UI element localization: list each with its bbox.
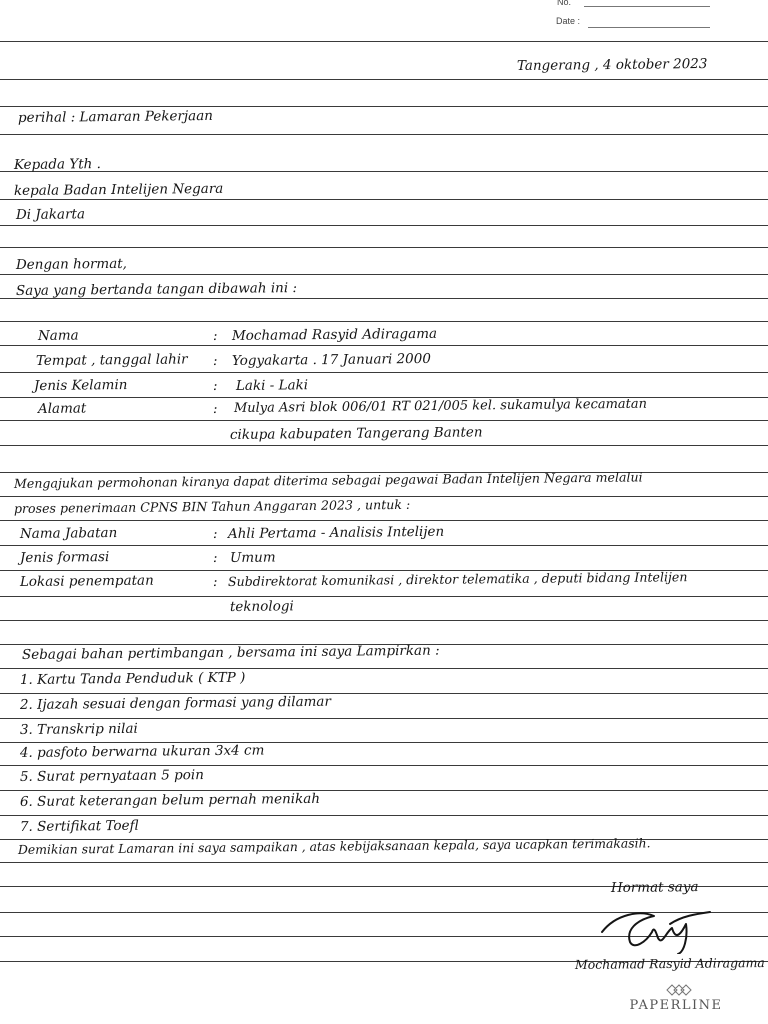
ruled-line	[0, 790, 768, 791]
formation-value: Umum	[229, 549, 276, 566]
ruled-line	[0, 862, 768, 863]
attachment-item: 6. Surat keterangan belum pernah menikah	[19, 790, 321, 810]
gender-label: Jenis Kelamin	[33, 377, 128, 394]
ruled-line	[0, 718, 768, 719]
regards: Hormat saya	[610, 879, 699, 896]
paperline-logo-icon	[664, 983, 694, 997]
birth-value: Yogyakarta . 17 Januari 2000	[231, 350, 431, 369]
no-line	[584, 6, 710, 7]
attachment-item: 7. Sertifikat Toefl	[19, 817, 139, 835]
address-value: cikupa kabupaten Tangerang Banten	[229, 424, 483, 443]
intro-line: Saya yang bertanda tangan dibawah ini :	[15, 280, 298, 299]
ruled-line	[0, 199, 768, 200]
letter-page: No. Date : Tangerang , 4 oktober 2023 perihal : Lamaran Pekerjaan Kepada Yth . kepala Badan Intelijen Negara Di Jakarta Dengan hormat, Saya yang bertanda tangan dibawah ini : Nama : Mochamad Rasyid Adiragama Tempat , tanggal lahir : Yogyakarta . 17 Januari 2000 Jenis Kelamin : Laki - Laki Alamat : Mulya Asri blok 006/01 RT 021/005 kel. sukamulya kecamatan cikupa kabupaten Tangerang Banten Mengajukan permohonan kiranya dapat diterima sebagai pegawai Badan Intelijen Negara melalui proses penerimaan CPNS BIN Tahun Anggaran 2023 , untuk : Nama Jabatan : Ahli Pertama - Analisis Intelijen Jenis formasi : Umum Lokasi penempatan : Subdirektorat komunikasi , direktor telematika , deputi bidang Intelijen teknologi Sebagai bahan pertimbangan , bersama ini saya Lampirkan : 1. Kartu Tanda Penduduk ( KTP ) 2. Ijazah sesuai dengan formasi yang dilamar 3. Transkrip nilai 4. pasfoto berwarna ukuran 3x4 cm 5. Surat pernyataan 5 poin 6. Surat keterangan belum pernah menikah 7. Sertifikat Toefl Demikian surat Lamaran ini saya sampaikan , atas kebijaksanaan kepala, saya ucapkan terimakasih. Hormat saya Mochamad Rasyid Adiragama PAPERLINE	[0, 0, 768, 1024]
date-label: Date :	[556, 16, 581, 26]
birth-label: Tempat , tanggal lahir	[35, 351, 188, 369]
request-line: proses penerimaan CPNS BIN Tahun Anggaran 2023 , untuk :	[13, 496, 411, 516]
ruled-line	[0, 345, 768, 346]
ruled-line	[0, 372, 768, 373]
applicant-name-label: Nama	[37, 327, 79, 344]
location-value: teknologi	[229, 598, 294, 615]
attachment-item: 3. Transkrip nilai	[19, 720, 138, 738]
ruled-line	[0, 765, 768, 766]
ruled-line	[0, 742, 768, 743]
ruled-line	[0, 134, 768, 135]
request-line: Mengajukan permohonan kiranya dapat diterima sebagai pegawai Badan Intelijen Negara melalui	[13, 469, 643, 491]
formation-label: Jenis formasi	[19, 549, 110, 566]
ruled-line	[0, 171, 768, 172]
signature-image	[596, 902, 714, 954]
position-title-value: Ahli Pertama - Analisis Intelijen	[227, 523, 445, 542]
ruled-line	[0, 79, 768, 80]
ruled-line	[0, 668, 768, 669]
position-title-label: Nama Jabatan	[19, 524, 118, 542]
ruled-line	[0, 321, 768, 322]
location-label: Lokasi penempatan	[19, 572, 154, 590]
location-value: Subdirektorat komunikasi , direktor telematika , deputi bidang Intelijen	[227, 569, 688, 589]
address-label: Alamat	[37, 400, 87, 417]
ruled-line	[0, 274, 768, 275]
ruled-line	[0, 815, 768, 816]
recipient-line: Kepada Yth .	[13, 156, 101, 173]
gender-value: Laki - Laki	[235, 377, 309, 394]
brand-name: PAPERLINE	[629, 998, 723, 1013]
ruled-line	[0, 596, 768, 597]
ruled-line	[0, 545, 768, 546]
ruled-line	[0, 445, 768, 446]
attachment-item: 1. Kartu Tanda Penduduk ( KTP )	[19, 669, 246, 688]
applicant-name-value: Mochamad Rasyid Adiragama	[231, 325, 438, 344]
attachment-item: 2. Ijazah sesuai dengan formasi yang dilamar	[19, 693, 331, 713]
recipient-line: kepala Badan Intelijen Negara	[13, 180, 224, 199]
ruled-line	[0, 420, 768, 421]
ruled-line	[0, 693, 768, 694]
greeting: Dengan hormat,	[15, 255, 128, 273]
attachment-item: 4. pasfoto berwarna ukuran 3x4 cm	[19, 742, 265, 761]
closing-line: Demikian surat Lamaran ini saya sampaikan , atas kebijaksanaan kepala, saya ucapkan terimakasih.	[17, 835, 651, 857]
ruled-line	[0, 41, 768, 42]
no-label: No.	[557, 0, 572, 7]
ruled-line	[0, 247, 768, 248]
address-value: Mulya Asri blok 006/01 RT 021/005 kel. sukamulya kecamatan	[233, 396, 648, 416]
date-line	[588, 27, 710, 28]
ruled-line	[0, 520, 768, 521]
attachment-item: 5. Surat pernyataan 5 poin	[19, 767, 204, 785]
ruled-line	[0, 106, 768, 107]
place-date: Tangerang , 4 oktober 2023	[516, 56, 708, 74]
ruled-line	[0, 298, 768, 299]
subject-line: perihal : Lamaran Pekerjaan	[17, 107, 214, 126]
ruled-line	[0, 225, 768, 226]
signer-name: Mochamad Rasyid Adiragama	[574, 955, 765, 972]
ruled-line	[0, 620, 768, 621]
recipient-line: Di Jakarta	[15, 206, 86, 223]
ruled-line	[0, 397, 768, 398]
attachments-intro: Sebagai bahan pertimbangan , bersama ini saya Lampirkan :	[21, 642, 440, 663]
